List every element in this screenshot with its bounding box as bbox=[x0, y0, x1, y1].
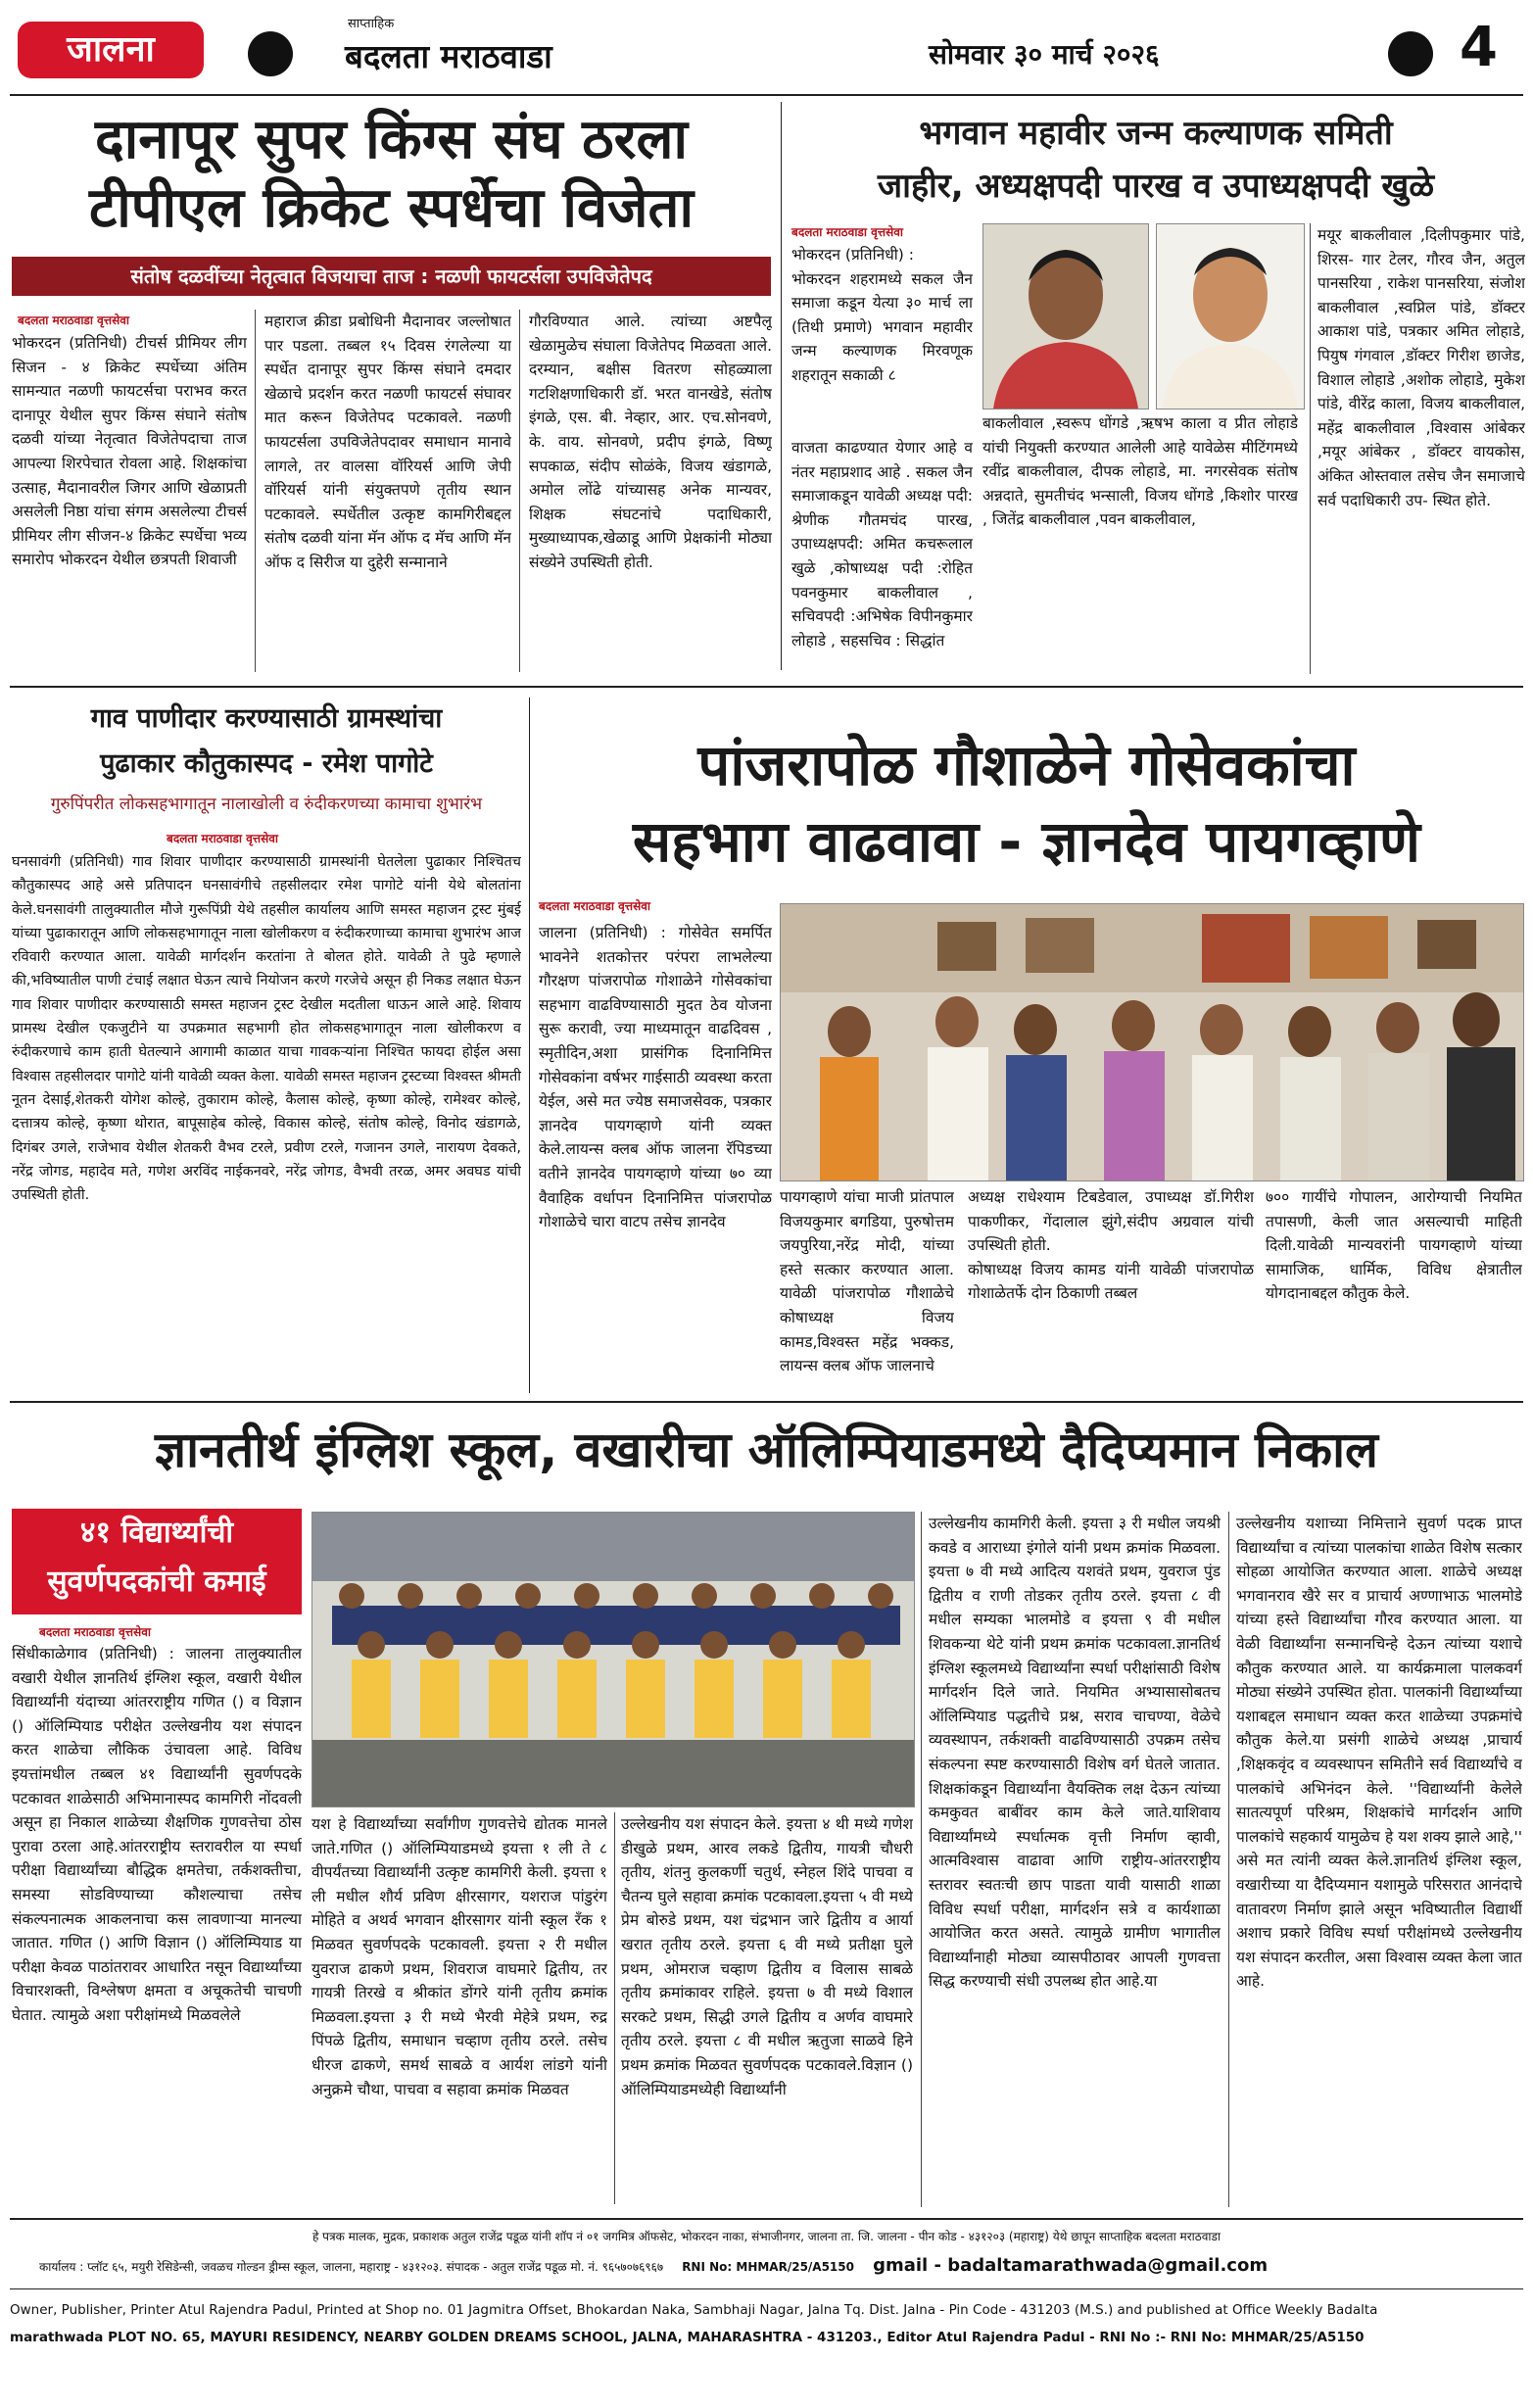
footer-email[interactable]: gmail - badaltamarathwada@gmail.com bbox=[873, 2255, 1269, 2276]
footer-line3: Owner, Publisher, Printer Atul Rajendra Padul, Printed at Shop no. 01 Jagmitra Offset, Bhokardan Naka, Sambhaji Nagar, Jalna Tq. Dist. Jalna - Pin Code - 431203 (M.S.) and published at Office Weekly Badalta bbox=[10, 2302, 1378, 2318]
story4-headline-line1: पांजरापोळ गौशाळेने गोसेवकांचा bbox=[697, 732, 1356, 798]
rule-after-top bbox=[10, 686, 1523, 688]
paper-name: बदलता मराठवाडा bbox=[345, 37, 552, 75]
story2-col1-bottom: वाजता काढण्यात येणार आहे व नंतर महाप्रशाद आहे . सकल जैन समाजाकडून यावेळी अध्यक्ष पदी: श्रेणीक गौतमचंद पारख, उपाध्यक्षपदी: अमित कचरूलाल खुळे ,कोषाध्यक्ष पदी :रोहित पवनकुमार बाकलीवाल , सचिवपदी :अभिषेक विपीनकुमार लोहाडे , सहसचिव : सिद्धांत bbox=[791, 439, 973, 650]
masthead-rule bbox=[10, 94, 1523, 96]
story1-headline-line1: दानापूर सुपर किंग्स संघ ठरला bbox=[94, 108, 689, 171]
story5-col2: यश हे विद्यार्थ्यांच्या सर्वांगीण गुणवत्तेचे द्योतक मानले जाते.गणित () ऑलिम्पियाडमध्ये इयत्ता १ ली ते ८ वीपर्यंतच्या विद्यार्थ्यांनी उत्कृष्ट कामगिरी केली. इयत्ता १ ली मधील शौर्य प्रविण क्षीरसागर, यशराज पांडुरंग मोहिते व अथर्व भगवान क्षीरसागर यांनी स्कूल रँक १ मिळवत सुवर्णपदके पटकावली. इयत्ता २ री मधील युवराज ढाकणे प्रथम, शिवराज वाघमारे द्वितीय, तर गायत्री तिरखे व श्रीकांत डोंगरे यांनी तृतीय क्रमांक मिळवला.इयत्ता ३ री मध्ये भैरवी मेहेत्रे प्रथम, रुद्र पिंपळे द्वितीय, समाधान चव्हाण तृतीय ठरले. तसेच धीरज ढाकणे, समर्थ साबळे व आर्यश लांडगे यांनी अनुक्रमे चौथा, पाचवा व सहावा क्रमांक मिळवत bbox=[311, 1815, 607, 2098]
story1-byline: बदलता मराठवाडा वृत्तसेवा bbox=[18, 313, 129, 327]
students-group-photo bbox=[311, 1512, 915, 1807]
masthead-date: सोमवार ३० मार्च २०२६ bbox=[929, 38, 1160, 71]
story5-divider1 bbox=[614, 1812, 615, 2204]
story2-divider bbox=[1310, 223, 1311, 674]
story5-col1: सिंधीकाळेगाव (प्रतिनिधी) : जालना तालुक्यातील वखारी येथील ज्ञानतिर्थ इंग्लिश स्कूल, वखारी येथील विद्यार्थ्यांनी यंदाच्या आंतरराष्ट्रीय गणित () व विज्ञान () ऑलिम्पियाड परीक्षेत उल्लेखनीय यश संपादन करत शाळेचा लौकिक उंचावला आहे. विविध इयत्तांमधील तब्बल ४१ विद्यार्थ्यांनी सुवर्णपदके पटकावत शाळेसाठी अभिमानास्पद कामगिरी नोंदवली असून हा निकाल शाळेच्या शैक्षणिक गुणवत्तेचा ठोस पुरावा ठरला आहे.आंतरराष्ट्रीय स्तरावरील या स्पर्धा परीक्षा विद्यार्थ्यांच्या बौद्धिक क्षमतेचा, तर्कशक्तीचा, समस्या सोडविण्याच्या कौशल्याचा तसेच संकल्पनात्मक आकलनाचा कस लावणाऱ्या मानल्या जातात. गणित () आणि विज्ञान () ऑलिम्पियाड या परीक्षा केवळ पाठांतरावर आधारित नसून विद्यार्थ्यांच्या विचारशक्ती, विश्लेषण क्षमता व अचूकतेची चाचणी घेतात. त्यामुळे अशा परीक्षांमध्ये मिळवलेले bbox=[12, 1645, 302, 2024]
footer-line1: हे पत्रक मालक, मुद्रक, प्रकाशक अतुल राजेंद्र पडूळ यांनी शॉप नं ०१ जगमित्र ऑफसेट, भोकरदन नाका, संभाजीनगर, जालना ता. जि. जालना - पीन कोड - ४३१२०३ (महाराष्ट्र) येथे छापून साप्ताहिक बदलता मराठवाडा bbox=[311, 2230, 1222, 2243]
story5-box-line2: सुवर्णपदकांची कमाई bbox=[47, 1565, 266, 1599]
footer-office-address: कार्यालय : प्लॉट ६५, मयुरी रेसिडेन्सी, जवळच गोल्डन ड्रीम्स स्कूल, जालना, महाराष्ट्र - ४३१२०३. संपादक - अतुल राजेंद्र पडूळ मो. नं. ९६५७०७६९६७ bbox=[39, 2260, 664, 2274]
story4-col2: पायगव्हाणे यांचा माजी प्रांतपाल विजयकुमार बगडिया, पुरुषोत्तम जयपुरिया,नरेंद्र मोदी, यांच्या हस्ते सत्कार करण्यात आला. यावेळी पांजरापोळ गौशाळेचे कोषाध्यक्ष विजय कामड,विश्वस्त महेंद्र भक्कड, लायन्स क्लब ऑफ जालनाचे bbox=[780, 1188, 954, 1375]
president-photo bbox=[982, 223, 1149, 409]
story5-col3: उल्लेखनीय यश संपादन केले. इयत्ता ४ थी मध्ये गणेश डीखुळे प्रथम, आरव लकडे द्वितीय, गायत्री चौधरी तृतीय, शंतनु कुलकर्णी चतुर्थ, स्नेहल शिंदे पाचवा व चैतन्य घुले सहावा क्रमांक पटकावला.इयत्ता ५ वी मध्ये प्रेम बोरुडे प्रथम, यश चंद्रभान जारे द्वितीय व आर्या खरात तृतीय ठरले. इयत्ता ६ वी मध्ये प्रतीक्षा घुले प्रथम, ओमराज चव्हाण द्वितीय व विलास साबळे तृतीय क्रमांकावर राहिले. इयत्ता ७ वी मध्ये विशाल सरकटे प्रथम, सिद्धी उगले द्वितीय व अर्णव वाघमारे तृतीय ठरले. इयत्ता ८ वी मधील ऋतुजा साळवे हिने प्रथम क्रमांक मिळवत सुवर्णपदक पटकावले.विज्ञान () ऑलिम्पियाडमध्येही विद्यार्थ्यांनी bbox=[621, 1815, 913, 2098]
story1-col1: भोकरदन (प्रतिनिधी) टीचर्स प्रीमियर लीग सिजन - ४ क्रिकेट स्पर्धेच्या अंतिम सामन्यात नळणी फायटर्सचा पराभव करत दानापूर येथील सुपर किंग्स संघाने संतोष दळवी यांच्या नेतृत्वात विजेतेपदाचा ताज आपल्या शिरपेचात रोवला आहे. शिक्षकांचा उत्साह, मैदानावरील जिगर आणि खेळाप्रती असलेली निष्ठा यांचा संगम असलेल्या टीचर्स प्रीमियर लीग सीजन-४ क्रिकेट स्पर्धेचा भव्य समारोप भोकरदन येथील छत्रपती शिवाजी bbox=[12, 334, 247, 569]
story1-headline-line2: टीपीएल क्रिकेट स्पर्धेचा विजेता bbox=[89, 176, 694, 240]
story5-divider2 bbox=[921, 1512, 922, 2207]
masthead-dot-right bbox=[1388, 31, 1433, 76]
story3-byline: बदलता मराठवाडा वृत्तसेवा bbox=[167, 832, 278, 845]
story4-col4: ७०० गायींचे गोपालन, आरोग्याची नियमित तपासणी, केली जात असल्याची माहिती दिली.यावेळी मान्यवरांनी पायगव्हाणे यांच्या सामाजिक, धार्मिक, विविध क्षेत्रातील योगदानाबद्दल कौतुक केले. bbox=[1266, 1188, 1522, 1303]
story2-col1-top: भोकरदन (प्रतिनिधी) : भोकरदन शहरामध्ये सकल जैन समाजा कडून येत्या ३० मार्च ला (तिथी प्रमाणे) भगवान महावीर जन्म कल्याणक मिरवणूक शहरातून सकाळी ८ bbox=[791, 246, 973, 384]
story5-divider3 bbox=[1228, 1512, 1229, 2207]
story4-byline: बदलता मराठवाडा वृत्तसेवा bbox=[539, 899, 650, 913]
story2-col2: बाकलीवाल ,स्वरूप धोंगडे ,ऋषभ काला व प्रीत लोहाडे यांची नियुक्ती करण्यात आलेली आहे यावेळेस मीटिंगमध्ये रवींद्र बाकलीवाल, दीपक लोहाडे, मा. नगरसेवक संतोष अन्नदाते, सुमतीचंद भन्साली, विजय धोंगडे ,किशोर पारख , जितेंद्र बाकलीवाल ,पवन बाकलीवाल, bbox=[982, 414, 1298, 529]
story3-subheadline: गुरुपिंपरीत लोकसहभागातून नालाखोली व रुंदीकरणच्या कामाचा शुभारंभ bbox=[50, 795, 483, 814]
footer-line4: marathwada PLOT NO. 65, MAYURI RESIDENCY, NEARBY GOLDEN DREAMS SCHOOL, JALNA, MAHARASHTRA - 431203., Editor Atul Rajendra Padul - RNI No :- RNI No: MHMAR/25/A5150 bbox=[10, 2330, 1365, 2345]
masthead bbox=[0, 0, 1533, 90]
story4-headline-line2: सहभाग वाढवावा - ज्ञानदेव पायगव्हाणे bbox=[633, 808, 1420, 875]
story5-highlight-box bbox=[12, 1509, 302, 1614]
mid-vertical-divider bbox=[529, 698, 530, 1393]
story2-headline-line1: भगवान महावीर जन्म कल्याणक समिती bbox=[919, 114, 1393, 153]
story1-subheadline: संतोष दळवींच्या नेतृत्वात विजयाचा ताज : नळणी फायटर्सला उपविजेतेपद bbox=[12, 257, 771, 296]
story5-col4: उल्लेखनीय कामगिरी केली. इयत्ता ३ री मधील जयश्री कवडे व आराध्या इंगोले यांनी प्रथम क्रमांक मिळवला. इयत्ता ७ वी मध्ये आदित्य यशवंते प्रथम, युवराज पुंड द्वितीय व राणी तोडकर तृतीय ठरले. इयत्ता ८ वी मधील सम्यका भालमोडे व इयत्ता ९ वी मधील शिवकन्या थेटे यांनी प्रथम क्रमांक पटकावला.ज्ञानतिर्थ इंग्लिश स्कूलमध्ये विद्यार्थ्यांना स्पर्धा परीक्षांसाठी विशेष मार्गदर्शन दिले जाते. नियमित अभ्यासासोबतच ऑलिम्पियाड पद्धतीचे प्रश्न, सराव चाचण्या, वेळेचे व्यवस्थापन, तर्कशक्ती वाढविण्यासाठी उपक्रम तसेच संकल्पना स्पष्ट करण्यासाठी विशेष वर्ग घेतले जातात. शिक्षकांकडून विद्यार्थ्यांना वैयक्तिक लक्ष देऊन त्यांच्या कमकुवत बाबींवर काम केले जाते.याशिवाय विद्यार्थ्यांमध्ये स्पर्धात्मक वृत्ती निर्माण व्हावी, आत्मविश्वास वाढावा आणि राष्ट्रीय-आंतरराष्ट्रीय स्तरावर स्वतःची छाप पाडता यावी यासाठी शाळा विविध स्पर्धा परीक्षा, मार्गदर्शन सत्रे व कार्यशाळा आयोजित करत असते. त्यामुळे ग्रामीण भागातील विद्यार्थ्यांनाही मोठ्या व्यासपीठावर आपली गुणवत्ता सिद्ध करण्याची संधी उपलब्ध होत आहे.या bbox=[929, 1515, 1221, 1991]
story4-col3: अध्यक्ष राधेश्याम टिबडेवाल, उपाध्यक्ष डॉ.गिरीश पाकणीकर, गेंदालाल झुंगे,संदीप अग्रवाल यांची उपस्थिती होती. कोषाध्यक्ष विजय कामड यांनी यावेळी पांजरापोळ गोशाळेतर्फे दोन ठिकाणी तब्बल bbox=[968, 1188, 1254, 1303]
story2-byline: बदलता मराठवाडा वृत्तसेवा bbox=[791, 225, 903, 239]
footer-rule bbox=[10, 2218, 1523, 2220]
story2-headline-line2: जाहीर, अध्यक्षपदी पारख व उपाध्यक्षपदी खुळे bbox=[877, 167, 1435, 206]
story1-divider1 bbox=[255, 310, 256, 672]
footer-rni: RNI No: MHMAR/25/A5150 bbox=[682, 2260, 854, 2274]
page-number: 4 bbox=[1460, 16, 1498, 79]
story5-col5: उल्लेखनीय यशाच्या निमित्ताने सुवर्ण पदक प्राप्त विद्यार्थ्यांचा व त्यांच्या पालकांचा शाळेत विशेष सत्कार सोहळा आयोजित करण्यात आला. शाळेचे अध्यक्ष भगवानराव खैरे सर व प्राचार्य अण्णाभाऊ भालमोडे यांच्या हस्ते विद्यार्थ्यांचा गौरव करण्यात आला. या वेळी विद्यार्थ्यांना सन्मानचिन्हे देऊन त्यांच्या यशाचे कौतुक करण्यात आले. या कार्यक्रमाला पालकवर्ग मोठ्या संख्येने उपस्थित होता. पालकांनी विद्यार्थ्यांच्या यशाबद्दल समाधान व्यक्त करत शाळेच्या उपक्रमांचे कौतुक केले.या प्रसंगी शाळेचे अध्यक्ष ,प्राचार्य ,शिक्षकवृंद व व्यवस्थापन समितीने सर्व विद्यार्थ्यांचे व पालकांचे अभिनंदन केले. ''विद्यार्थ्यांनी केलेले सातत्यपूर्ण परिश्रम, शिक्षकांचे मार्गदर्शन आणि पालकांचे सहकार्य यामुळेच हे यश शक्य झाले आहे,'' असे मत त्यांनी व्यक्त केले.ज्ञानतिर्थ इंग्लिश स्कूल, वखारीच्या या दैदिप्यमान यशामुळे परिसरात आनंदाचे वातावरण निर्माण झाले असून भविष्यातील विद्यार्थी अशाच प्रकारे विविध स्पर्धा परीक्षांमध्ये उल्लेखनीय यश संपादन करतील, असा विश्वास व्यक्त केला जात आहे. bbox=[1236, 1515, 1522, 1991]
story3-headline-line2: पुढाकार कौतुकास्पद - रमेश पागोटे bbox=[100, 748, 433, 779]
footer-rule2 bbox=[10, 2288, 1523, 2289]
story4-col1: जालना (प्रतिनिधी) : गोसेवेत समर्पित भावनेने शतकोत्तर परंपरा लाभलेल्या गौरक्षण पांजरापोळ गोशाळेने गोसेवकांचा सहभाग वाढविण्यासाठी मुदत ठेव योजना सुरू करावी, ज्या माध्यमातून वाढदिवस , स्मृतीदिन,अशा प्रासंगिक दिनानिमित्त गोसेवकांना वर्षभर गाईसाठी व्यवस्था करता येईल, असे मत ज्येष्ठ समाजसेवक, पत्रकार ज्ञानदेव पायगव्हाणे यांनी व्यक्त केले.लायन्स क्लब ऑफ जालना रॅपिडच्या वतीने ज्ञानदेव पायगव्हाणे यांच्या ७० व्या वैवाहिक वर्धापन दिनानिमित्त पांजरापोळ गोशाळेचे चारा वाटप तसेच ज्ञानदेव bbox=[539, 924, 772, 1231]
story2-col3: मयूर बाकलीवाल ,दिलीपकुमार पांडे, शिरस- गार टेलर, गौरव जैन, अतुल पानसरिया , राकेश पानसरिया, संजोश बाकलीवाल ,स्वप्निल पांडे, डॉक्टर आकाश पांडे, पत्रकार अमित लोहाडे, पियुष गंगवाल ,डॉक्टर गिरीश छाजेड, विशाल लोहाडे ,अशोक लोहाडे, मुकेश पांडे, वीरेंद्र काला, विजय बाकलीवाल, महेंद्र बाकलीवाल ,विश्वास आंबेकर ,मयूर आंबेकर , डॉक्टर वायकोस, अंकित ओस्तवाल तसेच जैन समाजाचे सर्व पदाधिकारी उप- स्थित होते. bbox=[1317, 226, 1525, 509]
story5-headline: ज्ञानतीर्थ इंग्लिश स्कूल, वखारीचा ऑलिम्पियाडमध्ये दैदिप्यमान निकाल bbox=[155, 1421, 1378, 1478]
masthead-dot-left bbox=[248, 31, 293, 76]
story5-byline: बदलता मराठवाडा वृत्तसेवा bbox=[39, 1625, 151, 1639]
paper-type: साप्ताहिक bbox=[348, 17, 395, 31]
story3-body: घनसावंगी (प्रतिनिधी) गाव शिवार पाणीदार करण्यासाठी ग्रामस्थांनी घेतलेला पुढाकार निश्चितच कौतुकास्पद आहे असे प्रतिपादन घनसावंगीचे तहसीलदार रमेश पागोटे यांनी येथे बोलतांना केले.घनसावंगी तालुक्यातील मौजे गुरूपिंप्री येथे तहसील कार्यालय आणि समस्त महाजन ट्रस्ट मुंबई यांच्या पुढाकारातून आणि लोकसहभागातून नाला खोलीकरण व रुंदीकरणाच्या कामाचा शुभारंभ आज रविवारी करण्यात आला. यावेळी मार्गदर्शन करतांना ते बोलत होते. यावेळी ते पुढे म्हणाले की,भविष्यातील पाणी टंचाई लक्षात घेऊन त्याचे नियोजन करणे गरजेचे असून ही निकड लक्षात घेऊन गाव शिवार पाणीदार करण्यासाठी समस्त महाजन ट्रस्ट देखील मदतीला धाऊन आले आहे. शिवाय प्रामस्थ देखील एकजुटीने या उपक्रमात सहभागी होत लोकसहभागातून नाला खोलीकरण व रुंदीकरणाचे काम हाती घेतल्याने आगामी काळात याचा गावकऱ्यांना निश्चित फायदा होईल असा विश्वास तहसीलदार पागोटे यांनी यावेळी व्यक्त केला. यावेळी समस्त महाजन ट्रस्टच्या विश्वस्त श्रीमती नूतन देसाई,शेतकरी योगेश कोल्हे, तुकाराम कोल्हे, कैलास कोल्हे, कृष्णा कोल्हे, रामेश्वर कोल्हे, दत्तात्रय कोल्हे, कृष्णा थोरात, बापूसाहेब कोल्हे, विकास कोल्हे, संतोष कोल्हे, विनोद खंडागळे, दिगंबर उगले, राजेभाव येथील शेतकरी वैभव टरले, प्रवीण टरले, गजानन उगले, नारायण देवकते, नरेंद्र जोगड, महादेव मते, गणेश अरविंद नाईकनवरे, नरेंद्र जोगड, वैभवी तरळ, अमर अवघड यांची उपस्थिती होती. bbox=[12, 854, 521, 1204]
district-tag: जालना bbox=[18, 22, 204, 78]
vice-president-photo bbox=[1156, 223, 1305, 409]
panjarapol-felicitation-photo bbox=[780, 903, 1524, 1181]
top-vertical-divider bbox=[781, 102, 782, 670]
story1-col2: महाराज क्रीडा प्रबोधिनी मैदानावर जल्लोषात पार पडला. तब्बल १५ दिवस रंगलेल्या या स्पर्धेत दानापूर सुपर किंग्स संघाने दमदार खेळाचे प्रदर्शन करत नळणी फायटर्स संघावर मात करून विजेतेपद पटकावले. नळणी फायटर्सला उपविजेतेपदावर समाधान मानावे लागले, तर वालसा वॉरियर्स आणि जेपी वॉरियर्स यांनी संयुक्तपणे तृतीय स्थान पटकावले. स्पर्धेतील उत्कृष्ट कामगिरीबद्दल संतोष दळवी यांना मॅन ऑफ द मॅच आणि मॅन ऑफ द सिरीज या दुहेरी सन्मानाने bbox=[264, 313, 511, 571]
story1-col3: गौरविण्यात आले. त्यांच्या अष्टपैलू खेळामुळेच संघाला विजेतेपद मिळवता आले. दरम्यान, बक्षीस वितरण सोहळ्याला गटशिक्षणाधिकारी डॉ. भरत वानखेडे, संतोष इंगळे, एस. बी. नेव्हार, आर. एच.सोनवणे, के. वाय. सोनवणे, प्रदीप इंगळे, विष्णू सपकाळ, संदीप सोळंके, विजय खंडागळे, अमोल लोंढे यांच्यासह अनेक मान्यवर, शिक्षक संघटनांचे पदाधिकारी, मुख्याध्यापक,खेळाडू आणि प्रेक्षकांनी मोठ्या संख्येने उपस्थिती होती. bbox=[529, 313, 772, 571]
rule-before-school bbox=[10, 1401, 1523, 1403]
story3-headline-line1: गाव पाणीदार करण्यासाठी ग्रामस्थांचा bbox=[90, 703, 443, 734]
story1-divider2 bbox=[519, 310, 520, 672]
story5-box-line1: ४१ विद्यार्थ्यांची bbox=[79, 1516, 234, 1550]
footer-line2 bbox=[10, 2255, 1523, 2276]
